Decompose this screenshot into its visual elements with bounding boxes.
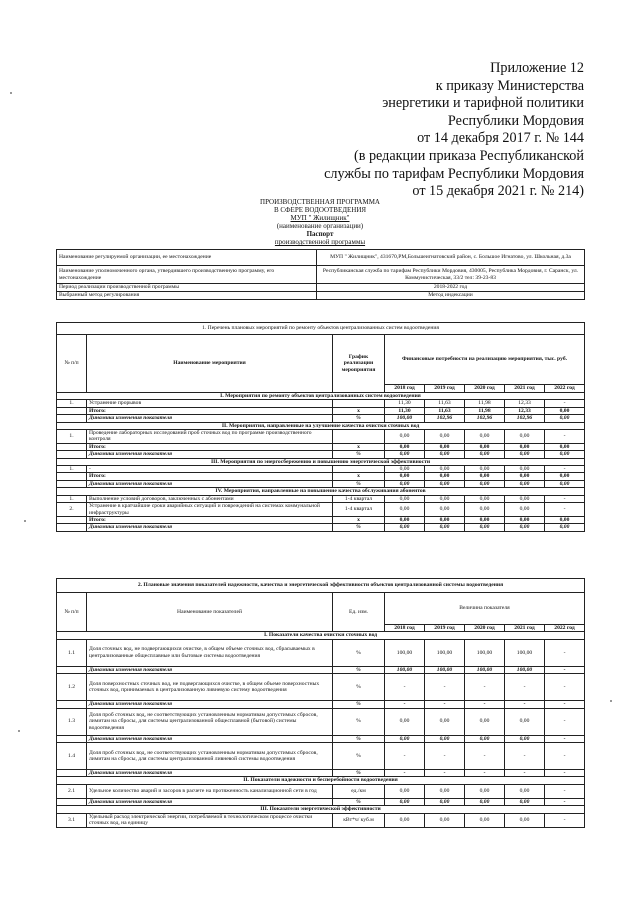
cell-value: 11,63 [425,400,465,407]
cell-schedule [333,430,385,444]
cell-num: 1.2 [57,674,87,701]
cell-num: 1. [57,400,87,407]
cell-value: - [425,743,465,770]
cell-value: - [385,770,425,777]
cell-schedule: х [333,407,385,414]
cell-schedule [333,466,385,473]
cell-name: Динамика изменения показателя [87,480,333,487]
appendix-line: службы по тарифам Республики Мордовия [324,165,584,182]
cell-num: 1.3 [57,708,87,735]
cell-value: - [545,813,585,827]
cell-value: 0,00 [545,415,585,422]
cell-value: - [545,466,585,473]
cell-name: Динамика изменения показателя [87,770,333,777]
table-row [57,743,585,770]
table-title-row [57,323,585,335]
cell-value: 0,00 [465,516,505,523]
cell-num: 1. [57,430,87,444]
cell-name: Динамика изменения показателя [87,701,333,708]
cell-name: Устранение в кратчайшие сроки аварийных ситуаций и повреждений на системах коммунальной инфраструктуры [87,503,333,517]
section-row [57,777,585,784]
table-row [57,798,585,805]
col-header-values: Величина показателя [385,593,585,625]
cell-num [57,415,87,422]
appendix-line: Приложение 12 [490,60,584,76]
year-header: 2019 год [425,385,465,393]
cell-unit: % [333,770,385,777]
cell-value: 0,00 [465,708,505,735]
passport-title: Паспорт [306,230,334,238]
cell-num [57,407,87,414]
year-header: 2021 год [505,625,545,632]
table-row [57,735,585,742]
cell-value: 0,00 [425,784,465,798]
section-title: IV. Мероприятия, направленные на повышение качества обслуживания абонентов [57,488,585,495]
table-row [57,666,585,673]
cell-value: - [545,701,585,708]
program-subtitle: В СФЕРЕ ВОДООТВЕДЕНИЯ [273,206,367,214]
cell-value: 0,00 [425,473,465,480]
table-row [57,770,585,777]
table-row [57,443,585,450]
cell-value: 0,00 [425,516,465,523]
cell-value: 0,00 [425,813,465,827]
cell-value: - [425,674,465,701]
cell-name: Итого: [87,443,333,450]
cell-value: 0,00 [545,451,585,458]
cell-num [57,480,87,487]
passport-value: Метод индексации [317,292,585,300]
cell-value: 0,00 [505,451,545,458]
cell-value: 0,00 [385,516,425,523]
table-row [57,784,585,798]
year-header: 2022 год [545,385,585,393]
year-header: 2019 год [425,625,465,632]
cell-value: 0,00 [385,524,425,531]
section-title: II. Показатели надежности и бесперебойности водоотведения [57,777,585,784]
appendix-line: к приказу Министерства [435,77,584,94]
repair-measures-table [56,322,585,532]
cell-name: Доля поверхностных сточных вод, не подвергающихся очистке, в общем объеме поверхностных сточных вод, принимаемых в централизованную ливневую систему водоотведения [87,674,333,701]
cell-value: 0,00 [465,524,505,531]
section-row [57,806,585,813]
cell-value: 0,00 [505,524,545,531]
cell-value: 0,00 [465,784,505,798]
table-row [57,495,585,502]
cell-value: - [465,701,505,708]
passport-row [57,292,585,300]
cell-value: - [545,430,585,444]
cell-value: 0,00 [385,495,425,502]
scan-speck [24,520,26,522]
passport-value: МУП " Жилищник", 431670,РМ,Большеигнатовский район, с. Большое Игнатово, ул. Школьная, д.3а [317,250,585,266]
organization-caption: (наименование организации) [276,222,364,230]
cell-value: - [505,770,545,777]
cell-value: 12,33 [505,400,545,407]
section-title: III. Мероприятия по энергосбережению и повышению энергетической эффективности [57,458,585,465]
cell-value: 0,00 [545,407,585,414]
cell-value: 100,00 [385,666,425,673]
cell-value: 100,00 [465,639,505,666]
cell-value: 0,00 [425,735,465,742]
cell-value: 0,00 [465,798,505,805]
appendix-line: от 14 декабря 2017 г. № 144 [417,130,584,147]
col-header-num: № п/п [57,593,87,632]
cell-unit: % [333,666,385,673]
cell-value: - [545,674,585,701]
scan-speck [10,92,12,94]
cell-name: Динамика изменения показателя [87,524,333,531]
table-row [57,407,585,414]
cell-unit: кВт*ч/ куб.м [333,813,385,827]
cell-value: 0,00 [465,495,505,502]
appendix-header [284,60,584,201]
cell-value: - [465,770,505,777]
table-row [57,480,585,487]
cell-num: 1.4 [57,743,87,770]
program-header [200,198,440,246]
cell-schedule: 1-4 квартал [333,495,385,502]
appendix-line: Республики Мордовия [447,112,584,129]
cell-value: 0,00 [425,466,465,473]
cell-value: 0,00 [465,503,505,517]
cell-value: - [545,743,585,770]
cell-value: 0,00 [545,516,585,523]
cell-value: 0,00 [465,451,505,458]
cell-value: 0,00 [505,443,545,450]
cell-name: - [87,466,333,473]
cell-num [57,473,87,480]
cell-unit: % [333,743,385,770]
cell-num [57,701,87,708]
section-row [57,422,585,429]
cell-value: 0,00 [385,813,425,827]
cell-value: 0,00 [385,784,425,798]
cell-value: 102,96 [505,415,545,422]
section-row [57,393,585,400]
table-row [57,674,585,701]
cell-value: 0,00 [385,473,425,480]
cell-value: 0,00 [425,798,465,805]
cell-value: - [545,400,585,407]
col-header-num: № п/п [57,335,87,393]
passport-label: Выбранный метод регулирования [57,292,317,300]
table-row [57,813,585,827]
cell-value: - [385,701,425,708]
cell-value: 0,00 [425,524,465,531]
section-title: III. Показатели энергетической эффективности [57,806,585,813]
table-row [57,451,585,458]
table-row [57,639,585,666]
cell-value: 11,98 [465,400,505,407]
cell-value: 11,98 [465,407,505,414]
appendix-line: энергетики и тарифной политики [382,95,584,112]
passport-row [57,284,585,292]
cell-value: 0,00 [385,430,425,444]
table-header-row [57,335,585,385]
cell-value: - [465,743,505,770]
table-row [57,503,585,517]
cell-value: 0,00 [425,451,465,458]
cell-value: 0,00 [465,735,505,742]
cell-value: 100,00 [385,415,425,422]
scan-speck [18,730,20,732]
cell-value: 11,30 [385,407,425,414]
appendix-line: (в редакции приказа Республиканской [353,147,584,164]
cell-value: 0,00 [425,503,465,517]
cell-num [57,798,87,805]
cell-schedule: х [333,443,385,450]
cell-value: 0,00 [425,480,465,487]
cell-name: Итого: [87,407,333,414]
col-header-finance: Финансовые потребности на реализацию мероприятия, тыс. руб. [385,335,585,385]
cell-value: 0,00 [465,430,505,444]
cell-name: Динамика изменения показателя [87,451,333,458]
cell-unit: % [333,708,385,735]
cell-value: 0,00 [545,443,585,450]
cell-unit: % [333,798,385,805]
cell-value: - [385,743,425,770]
cell-value: 0,00 [385,480,425,487]
cell-name: Удельное количество аварий и засоров в расчете на протяженность канализационной сети в год [87,784,333,798]
cell-value: - [385,674,425,701]
cell-value: - [545,708,585,735]
section2-title: 2. Плановые значения показателей надежности, качества и энергетической эффективности объектов централизованной системы водоотведения [57,579,585,593]
passport-value: 2018-2022 год [317,284,585,292]
cell-value: 100,00 [465,666,505,673]
cell-value: - [505,701,545,708]
cell-value: - [545,639,585,666]
cell-value: 0,00 [505,503,545,517]
cell-value: 0,00 [505,708,545,735]
col-header-schedule: График реализации мероприятия [333,335,385,393]
cell-value: 100,00 [505,639,545,666]
cell-num [57,443,87,450]
cell-name: Доля проб сточных вод, не соответствующих установленным нормативам допустимых сбросов, лимитам на сбросы, для системы централизованной ливневой системы водоотведения [87,743,333,770]
cell-value: 0,00 [505,430,545,444]
cell-num: 1. [57,495,87,502]
cell-name: Доля проб сточных вод, не соответствующих установленным нормативам допустимых сбросов, лимитам на сбросы, для системы централизованной общесплавной (бытовой) системы водоотведения [87,708,333,735]
cell-value: 102,96 [425,415,465,422]
cell-value: 100,00 [425,639,465,666]
cell-value: 0,00 [385,708,425,735]
cell-value: 12,33 [505,407,545,414]
table-row [57,524,585,531]
cell-value: 100,00 [505,666,545,673]
cell-value: - [505,674,545,701]
section-row [57,488,585,495]
year-header: 2018 год [385,625,425,632]
passport-table [56,249,585,300]
cell-value: 0,00 [465,443,505,450]
scan-speck [610,700,612,702]
cell-value: 0,00 [465,480,505,487]
year-header: 2020 год [465,625,505,632]
cell-value: 0,00 [505,798,545,805]
cell-value: 0,00 [505,495,545,502]
cell-schedule: % [333,480,385,487]
cell-unit: % [333,639,385,666]
section-title: I. Показатели качества очистки сточных вод [57,632,585,639]
cell-value: 0,00 [385,443,425,450]
cell-value: 0,00 [505,735,545,742]
cell-value: 102,96 [465,415,505,422]
cell-num: 1.1 [57,639,87,666]
passport-row [57,250,585,266]
table-row [57,400,585,407]
cell-value: - [545,495,585,502]
table-row [57,466,585,473]
cell-value: 0,00 [425,430,465,444]
col-header-name: Наименование показателей [87,593,333,632]
cell-num [57,451,87,458]
cell-value: - [545,666,585,673]
cell-num [57,735,87,742]
cell-value: - [545,503,585,517]
section-title: II. Мероприятия, направленные на улучшение качества очистки сточных вод [57,422,585,429]
cell-schedule: 1-4 квартал [333,503,385,517]
cell-schedule: % [333,451,385,458]
cell-value: 0,00 [545,524,585,531]
cell-value: 100,00 [385,639,425,666]
cell-value: 0,00 [425,708,465,735]
cell-schedule: х [333,516,385,523]
cell-value: - [545,770,585,777]
cell-num [57,524,87,531]
cell-value: 0,00 [385,451,425,458]
cell-num: 2. [57,503,87,517]
cell-num [57,666,87,673]
cell-name: Устранение прорывов [87,400,333,407]
cell-value: 0,00 [505,784,545,798]
cell-value: 0,00 [465,466,505,473]
cell-name: Проведение лабораторных исследований проб сточных вод по программе производственного контроля [87,430,333,444]
passport-label: Наименование уполномоченного органа, утвердившего производственную программу, его местонахождение [57,266,317,284]
cell-unit: % [333,735,385,742]
cell-value: 11,30 [385,400,425,407]
cell-unit: ед./км [333,784,385,798]
table-row [57,516,585,523]
section-title: I. Мероприятия по ремонту объектов централизованных систем водоотведения [57,393,585,400]
cell-value: 0,00 [385,466,425,473]
table-row [57,473,585,480]
cell-value: 0,00 [545,480,585,487]
col-header-name: Наименование мероприятия [87,335,333,393]
cell-name: Динамика изменения показателя [87,735,333,742]
passport-label: Период реализации производственной программы [57,284,317,292]
cell-value: 0,00 [385,735,425,742]
table-row [57,701,585,708]
cell-name: Динамика изменения показателя [87,666,333,673]
cell-num [57,516,87,523]
year-header: 2022 год [545,625,585,632]
cell-schedule: х [333,473,385,480]
indicators-table [56,578,585,828]
appendix-line: от 15 декабря 2021 г. № 214) [412,183,584,200]
cell-name: Итого: [87,516,333,523]
col-header-unit: Ед. изм. [333,593,385,632]
cell-schedule: % [333,415,385,422]
cell-schedule [333,400,385,407]
section-row [57,458,585,465]
cell-num [57,770,87,777]
year-header: 2020 год [465,385,505,393]
cell-value: - [545,784,585,798]
cell-name: Удельный расход электрической энергии, потребляемой в технологическом процессе очистки сточных вод, на единицу [87,813,333,827]
cell-value: - [545,798,585,805]
cell-value: 11,63 [425,407,465,414]
cell-value: 0,00 [505,466,545,473]
section1-title: 1. Перечень плановых мероприятий по ремонту объектов централизованных систем водоотведения [57,323,585,335]
year-header: 2018 год [385,385,425,393]
cell-value: 0,00 [465,813,505,827]
section-row [57,632,585,639]
cell-name: Выполнение условий договоров, заключенных с абонентами [87,495,333,502]
cell-name: Динамика изменения показателя [87,798,333,805]
program-title: ПРОИЗВОДСТВЕННАЯ ПРОГРАММА [260,198,380,206]
cell-value: - [465,674,505,701]
cell-name: Динамика изменения показателя [87,415,333,422]
table-title-row [57,579,585,593]
cell-value: 0,00 [425,443,465,450]
cell-value: 0,00 [545,473,585,480]
table-header-row [57,593,585,625]
passport-value: Республиканская служба по тарифам Республики Мордовия, 430005, Республика Мордовия, г. Саранск, ул. Коммунистическая, 33/2 тел: 39-23-83 [317,266,585,284]
cell-unit: % [333,674,385,701]
cell-num: 1. [57,466,87,473]
cell-value: 0,00 [385,503,425,517]
cell-value: 0,00 [505,516,545,523]
cell-value: 0,00 [505,473,545,480]
cell-num: 2.1 [57,784,87,798]
cell-value: 0,00 [465,473,505,480]
cell-value: - [545,735,585,742]
table-row [57,430,585,444]
cell-value: - [425,770,465,777]
passport-subtitle: производственной программы [274,238,366,246]
cell-name: Итого: [87,473,333,480]
cell-value: 0,00 [505,480,545,487]
cell-value: 0,00 [385,798,425,805]
cell-value: - [505,743,545,770]
year-header: 2021 год [505,385,545,393]
cell-value: 0,00 [505,813,545,827]
cell-value: 100,00 [425,666,465,673]
passport-label: Наименование регулируемой организации, ее местонахождение [57,250,317,266]
cell-value: - [425,701,465,708]
table-row [57,708,585,735]
cell-name: Доля сточных вод, не подвергающихся очистке, в общем объеме сточных вод, сбрасываемых в централизованные общесплавные или бытовые системы водоотведения [87,639,333,666]
cell-unit: % [333,701,385,708]
organization-name: МУП " Жилищник" [290,214,350,222]
table-row [57,415,585,422]
cell-schedule: % [333,524,385,531]
cell-num: 3.1 [57,813,87,827]
passport-row [57,266,585,284]
cell-value: 0,00 [425,495,465,502]
